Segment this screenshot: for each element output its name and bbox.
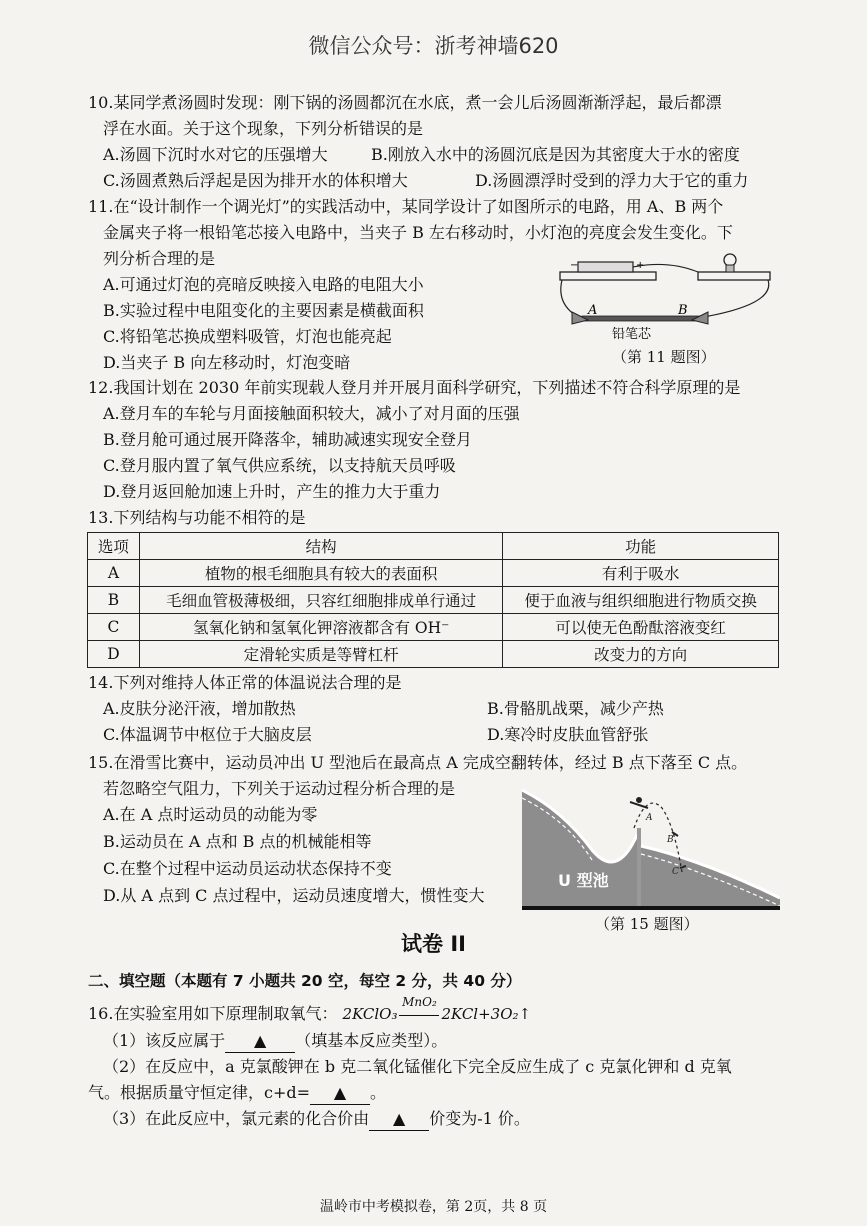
table-header-cell: 结构 — [139, 533, 503, 560]
catalyst-label: MnO₂ — [402, 995, 437, 1009]
table-row — [88, 641, 779, 668]
q11-option-d: D.当夹子 B 向左移动时，灯泡变暗 — [103, 353, 351, 372]
pencil-core-label: 铅笔芯 — [612, 327, 652, 342]
q10-option-a: A.汤圆下沉时水对它的压强增大 — [103, 145, 328, 164]
q14-option-b: B.骨骼肌战栗，减少产热 — [487, 699, 664, 718]
answer-blank[interactable]: ▲ — [369, 1108, 429, 1131]
q14-option-a: A.皮肤分泌汗液，增加散热 — [103, 699, 296, 718]
equation-left: 2KClO₃ — [342, 1005, 398, 1023]
chemical-equation — [342, 995, 532, 1025]
q10-option-b: B.刚放入水中的汤圆沉底是因为其密度大于水的密度 — [371, 145, 740, 164]
table-cell: 毛细血管极薄极细，只容红细胞排成单行通过 — [139, 587, 503, 614]
table-header-cell: 选项 — [88, 533, 140, 560]
table-cell: C — [88, 614, 140, 641]
q16-part2-prefix: 气。根据质量守恒定律，c+d= — [88, 1083, 311, 1102]
q12-option-b: B.登月舱可通过展开降落伞，辅助减速实现安全登月 — [103, 430, 472, 449]
halfpipe-label: U 型池 — [558, 871, 609, 890]
q15-stem-line1: 15.在滑雪比赛中，运动员冲出 U 型池后在最高点 A 完成空翻转体，经过 B 点下落至 C 点。 — [88, 753, 748, 772]
q10-stem-line1: 10.某同学煮汤圆时发现：刚下锅的汤圆都沉在水底，煮一会儿后汤圆渐渐浮起，最后都漂 — [88, 93, 722, 112]
q12-option-d: D.登月返回舱加速上升时，产生的推力大于重力 — [103, 482, 441, 501]
table-cell: B — [88, 587, 140, 614]
clip-b-label: B — [678, 303, 688, 318]
q15-option-d: D.从 A 点到 C 点过程中，运动员速度增大，惯性变大 — [103, 886, 485, 905]
table-row — [88, 587, 779, 614]
equation-right: 2KCl+3O₂↑ — [441, 1005, 532, 1023]
table-cell: 氢氧化钠和氢氧化钾溶液都含有 OH⁻ — [139, 614, 503, 641]
answer-blank[interactable]: ▲ — [225, 1030, 295, 1053]
answer-blank[interactable]: ▲ — [310, 1082, 370, 1105]
q16-part3 — [103, 1108, 530, 1131]
section-2-heading: 二、填空题（本题有 7 小题共 20 空，每空 2 分，共 40 分） — [88, 972, 522, 990]
table-cell: A — [88, 560, 140, 587]
q11-option-c: C.将铅笔芯换成塑料吸管，灯泡也能亮起 — [103, 327, 392, 346]
table-header-cell: 功能 — [503, 533, 779, 560]
q14-stem-line1: 14.下列对维持人体正常的体温说法合理的是 — [88, 673, 402, 692]
q15-option-b: B.运动员在 A 点和 B 点的机械能相等 — [103, 832, 372, 851]
q11-stem-line3: 列分析合理的是 — [103, 249, 216, 268]
table-cell: 便于血液与组织细胞进行物质交换 — [503, 587, 779, 614]
table-row — [88, 560, 779, 587]
q16-part3-prefix: （3）在此反应中，氯元素的化合价由 — [103, 1109, 370, 1128]
table-cell: D — [88, 641, 140, 668]
q16-part2-suffix: 。 — [370, 1083, 387, 1102]
point-a-label: A — [646, 813, 653, 823]
q13-stem-line1: 13.下列结构与功能不相符的是 — [88, 508, 306, 527]
equation-arrow — [397, 995, 441, 1025]
q10-stem-line2: 浮在水面。关于这个现象，下列分析错误的是 — [103, 119, 424, 138]
q16-stem-line1 — [88, 995, 532, 1025]
q12-option-c: C.登月服内置了氧气供应系统，以支持航天员呼吸 — [103, 456, 456, 475]
q14-option-d: D.寒冷时皮肤血管舒张 — [487, 725, 649, 744]
q16-part3-suffix: 价变为-1 价。 — [429, 1109, 530, 1128]
q10-option-c: C.汤圆煮熟后浮起是因为排开水的体积增大 — [103, 171, 408, 190]
point-b-label: B — [667, 835, 674, 845]
table-cell: 植物的根毛细胞具有较大的表面积 — [139, 560, 503, 587]
point-c-label: C — [672, 867, 679, 877]
q15-option-a: A.在 A 点时运动员的动能为零 — [103, 805, 318, 824]
page-footer: 温岭市中考模拟卷，第 2页，共 8 页 — [319, 1199, 548, 1215]
table-cell: 可以使无色酚酞溶液变红 — [503, 614, 779, 641]
watermark-header: 微信公众号：浙考神墙620 — [308, 34, 559, 58]
q16-part2-line2 — [88, 1082, 386, 1105]
q13-table — [87, 532, 779, 668]
q16-part1-suffix: （填基本反应类型）。 — [295, 1031, 448, 1050]
section-title: 试卷 II — [401, 932, 466, 956]
q16-part1 — [103, 1030, 447, 1053]
table-row — [88, 614, 779, 641]
q11-stem-line2: 金属夹子将一根铅笔芯接入电路中，当夹子 B 左右移动时，小灯泡的亮度会发生变化。下 — [103, 223, 733, 242]
q14-option-c: C.体温调节中枢位于大脑皮层 — [103, 725, 312, 744]
q12-stem-line1: 12.我国计划在 2030 年前实现载人登月并开展月面科学研究，下列描述不符合科学原理的是 — [88, 378, 741, 397]
q16-part2-line1: （2）在反应中，a 克氯酸钾在 b 克二氧化锰催化下完全反应生成了 c 克氯化钾和 d 克氧 — [103, 1057, 732, 1076]
q15-figure-caption: （第 15 题图） — [595, 915, 699, 933]
q15-option-c: C.在整个过程中运动员运动状态保持不变 — [103, 859, 392, 878]
q11-stem-line1: 11.在“设计制作一个调光灯”的实践活动中，某同学设计了如图所示的电路，用 A、B 两个 — [88, 197, 724, 216]
q16-stem-text: 16.在实验室用如下原理制取氧气： — [88, 1004, 338, 1023]
table-header-row — [88, 533, 779, 560]
q15-halfpipe-figure — [522, 780, 780, 910]
q10-option-d: D.汤圆漂浮时受到的浮力大于它的重力 — [475, 171, 749, 190]
q11-figure-caption: （第 11 题图） — [612, 348, 716, 366]
q12-option-a: A.登月车的车轮与月面接触面积较大，减小了对月面的压强 — [103, 404, 520, 423]
q11-option-b: B.实验过程中电阻变化的主要因素是横截面积 — [103, 301, 424, 320]
svg-text:−: − — [570, 260, 579, 271]
q15-stem-line2: 若忽略空气阻力，下列关于运动过程分析合理的是 — [103, 779, 456, 798]
table-cell: 定滑轮实质是等臂杠杆 — [139, 641, 503, 668]
q11-option-a: A.可通过灯泡的亮暗反映接入电路的电阻大小 — [103, 275, 424, 294]
clip-a-label: A — [588, 303, 598, 318]
q16-part1-prefix: （1）该反应属于 — [103, 1031, 226, 1050]
table-cell: 有利于吸水 — [503, 560, 779, 587]
table-cell: 改变力的方向 — [503, 641, 779, 668]
q11-circuit-figure — [548, 250, 778, 348]
svg-text:+: + — [636, 260, 645, 271]
